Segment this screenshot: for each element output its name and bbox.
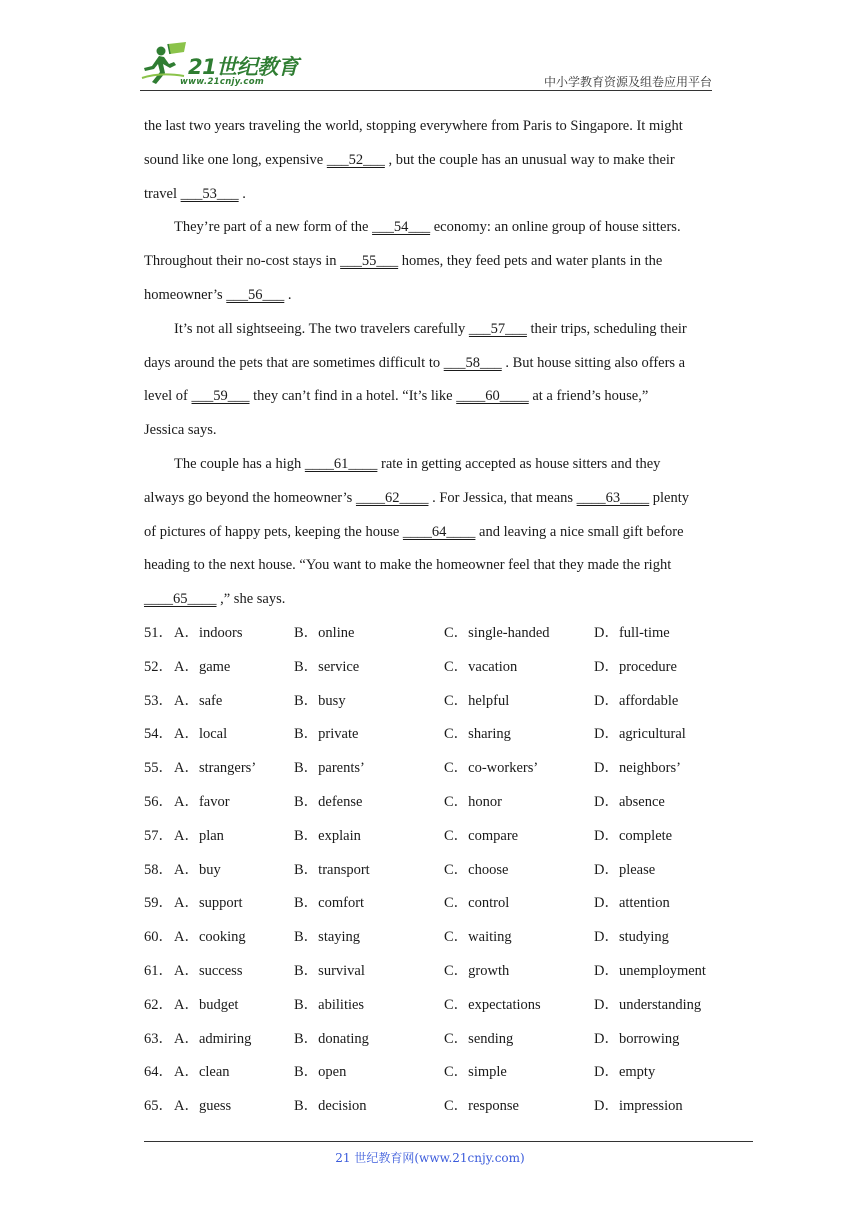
answer-blank: ___59___	[191, 388, 250, 405]
answer-blank: ____63____	[576, 489, 650, 506]
question-number: 55．	[144, 760, 173, 777]
page-header	[140, 40, 712, 90]
header-tagline: 中小学教育资源及组卷应用平台	[543, 75, 712, 89]
option-a[interactable]: A．success	[174, 962, 243, 979]
option-c[interactable]: C．growth	[444, 962, 510, 979]
option-a[interactable]: A．strangers’	[174, 760, 257, 777]
option-b[interactable]: B．parents’	[294, 760, 365, 777]
passage-line	[144, 313, 716, 347]
logo-text: 21世纪教育	[188, 55, 299, 79]
option-a[interactable]: A．support	[174, 895, 243, 912]
question-row	[144, 752, 724, 786]
footer-link[interactable]: 21 世纪教育网(www.21cnjy.com)	[335, 1151, 525, 1165]
option-d[interactable]: D．unemployment	[594, 962, 706, 979]
question-row	[144, 651, 724, 685]
option-b[interactable]: B．open	[294, 1064, 347, 1081]
question-number: 62．	[144, 996, 173, 1013]
option-a[interactable]: A．plan	[174, 827, 224, 844]
question-number: 52．	[144, 658, 173, 675]
footer-divider	[144, 1141, 753, 1142]
option-b[interactable]: B．donating	[294, 1030, 369, 1047]
answer-blank: ____64____	[402, 523, 476, 540]
passage-fragment: heading to the next house. “You want to make the homeowner feel that they made the right	[144, 557, 672, 574]
option-c[interactable]: C．control	[444, 895, 510, 912]
option-d[interactable]: D．understanding	[594, 996, 702, 1013]
passage-fragment: at a friend’s house,”	[528, 388, 649, 405]
question-number: 57．	[144, 827, 173, 844]
option-a[interactable]: A．admiring	[174, 1030, 252, 1047]
question-number: 64．	[144, 1064, 173, 1081]
answer-blank: ___56___	[226, 286, 285, 303]
option-c[interactable]: C．simple	[444, 1064, 507, 1081]
passage-fragment: always go beyond the homeowner’s	[144, 489, 356, 506]
answer-blank: ___57___	[468, 320, 527, 337]
passage-line	[144, 516, 716, 550]
passage-fragment: travel	[144, 185, 181, 202]
answer-blank: ____61____	[304, 455, 378, 472]
option-b[interactable]: B．service	[294, 658, 360, 675]
option-a[interactable]: A．buy	[174, 861, 221, 878]
question-row	[144, 1056, 724, 1090]
option-d[interactable]: D．full-time	[594, 625, 670, 641]
option-c[interactable]: C．sending	[444, 1030, 514, 1047]
option-c[interactable]: C．sharing	[444, 726, 511, 743]
option-d[interactable]: D．procedure	[594, 658, 677, 675]
passage-line	[144, 279, 716, 313]
passage-fragment: Jessica says.	[144, 422, 217, 439]
question-row	[144, 820, 724, 854]
option-a[interactable]: A．favor	[174, 793, 230, 810]
site-logo[interactable]	[140, 40, 310, 90]
passage-fragment: Throughout their no-cost stays in	[144, 253, 341, 270]
passage-fragment: their trips, scheduling their	[526, 320, 687, 337]
passage-line	[144, 347, 716, 381]
option-b[interactable]: B．staying	[294, 929, 361, 946]
question-number: 61．	[144, 962, 173, 979]
option-b[interactable]: B．decision	[294, 1098, 367, 1115]
passage-fragment: The couple has a high	[174, 455, 305, 472]
passage-fragment: homes, they feed pets and water plants in the	[398, 253, 663, 270]
option-d[interactable]: D．complete	[594, 827, 673, 844]
passage-fragment: economy: an online group of house sitters.	[430, 219, 681, 236]
option-a[interactable]: A．safe	[174, 692, 223, 709]
option-b[interactable]: B．explain	[294, 827, 361, 844]
question-row	[144, 685, 724, 719]
option-a[interactable]: A．indoors	[174, 625, 243, 641]
option-b[interactable]: B．comfort	[294, 895, 365, 912]
option-c[interactable]: C．vacation	[444, 658, 518, 675]
logo-url: www.21cnjy.com	[180, 77, 264, 87]
question-row	[144, 921, 724, 955]
passage-fragment: . For Jessica, that means	[428, 489, 577, 506]
question-row	[144, 989, 724, 1023]
option-c[interactable]: C．honor	[444, 793, 502, 810]
option-c[interactable]: C．compare	[444, 827, 519, 844]
option-d[interactable]: D．agricultural	[594, 726, 686, 743]
question-row	[144, 854, 724, 888]
passage-line	[144, 110, 716, 144]
passage-line	[144, 245, 716, 279]
answer-blank: ____60____	[456, 388, 529, 405]
option-d[interactable]: D．empty	[594, 1064, 656, 1081]
option-c[interactable]: C．choose	[444, 861, 509, 878]
option-a[interactable]: A．budget	[174, 996, 239, 1013]
question-number: 65．	[144, 1098, 173, 1115]
question-number: 58．	[144, 861, 173, 878]
answer-blank: ___53___	[180, 185, 239, 202]
question-number: 53．	[144, 692, 173, 709]
question-number: 63．	[144, 1030, 173, 1047]
passage-line	[144, 380, 716, 414]
passage-line	[144, 549, 716, 583]
passage-fragment: the last two years traveling the world, stopping everywhere from Paris to Singapore. It might	[144, 118, 683, 134]
option-a[interactable]: A．clean	[174, 1064, 230, 1081]
answer-blank: ___54___	[372, 219, 431, 236]
option-b[interactable]: B．online	[294, 625, 355, 641]
question-number: 56．	[144, 793, 173, 810]
question-row	[144, 718, 724, 752]
passage-line	[144, 448, 716, 482]
question-row	[144, 786, 724, 820]
question-row	[144, 955, 724, 989]
passage-fragment: plenty	[649, 489, 690, 506]
passage-fragment: rate in getting accepted as house sitters and they	[377, 455, 661, 472]
passage-fragment: of pictures of happy pets, keeping the house	[144, 523, 403, 540]
question-number: 51．	[144, 625, 173, 641]
passage-text	[144, 110, 716, 617]
option-d[interactable]: D．borrowing	[594, 1030, 680, 1047]
passage-line	[144, 414, 716, 448]
passage-line	[144, 482, 716, 516]
answer-blank: ____62____	[355, 489, 429, 506]
passage-fragment: .	[284, 286, 292, 303]
question-row	[144, 617, 724, 651]
option-b[interactable]: B．private	[294, 726, 359, 743]
option-a[interactable]: A．guess	[174, 1098, 232, 1115]
passage-line	[144, 211, 716, 245]
option-d[interactable]: D．impression	[594, 1098, 683, 1115]
answer-blank: ____65____	[144, 591, 217, 608]
passage-fragment: they can’t find in a hotel. “It’s like	[249, 388, 457, 405]
option-b[interactable]: B．busy	[294, 692, 346, 709]
question-row	[144, 887, 724, 921]
option-d[interactable]: D．studying	[594, 929, 669, 946]
option-c[interactable]: C．response	[444, 1098, 519, 1115]
option-c[interactable]: C．helpful	[444, 692, 510, 709]
question-number: 59．	[144, 895, 173, 912]
answer-blank: ___52___	[326, 151, 385, 168]
option-d[interactable]: D．affordable	[594, 692, 679, 709]
passage-fragment: .	[238, 185, 246, 202]
passage-fragment: days around the pets that are sometimes difficult to	[144, 354, 444, 371]
question-number: 60．	[144, 929, 173, 946]
passage-line	[144, 178, 716, 212]
question-row	[144, 1023, 724, 1057]
option-b[interactable]: B．abilities	[294, 996, 365, 1013]
passage-fragment: ,” she says.	[216, 591, 286, 608]
option-b[interactable]: B．survival	[294, 962, 365, 979]
passage-fragment: homeowner’s	[144, 286, 227, 303]
option-a[interactable]: A．cooking	[174, 929, 246, 946]
option-d[interactable]: D．please	[594, 861, 656, 878]
passage-fragment: , but the couple has an unusual way to make their	[384, 151, 675, 168]
option-c[interactable]: C．co-workers’	[444, 760, 539, 777]
passage-line	[144, 583, 716, 617]
option-a[interactable]: A．game	[174, 658, 231, 675]
option-a[interactable]: A．local	[174, 726, 228, 743]
passage-line	[144, 144, 716, 178]
option-b[interactable]: B．defense	[294, 793, 363, 810]
question-row	[144, 1090, 724, 1124]
option-c[interactable]: C．single-handed	[444, 625, 550, 641]
answer-blank: ___55___	[340, 253, 399, 270]
option-d[interactable]: D．neighbors’	[594, 760, 681, 777]
option-b[interactable]: B．transport	[294, 861, 370, 878]
passage-fragment: . But house sitting also offers a	[501, 354, 686, 371]
option-d[interactable]: D．absence	[594, 793, 665, 810]
option-c[interactable]: C．waiting	[444, 929, 512, 946]
options-list	[144, 617, 724, 1124]
answer-blank: ___58___	[443, 354, 502, 371]
passage-fragment: level of	[144, 388, 192, 405]
passage-fragment: It’s not all sightseeing. The two travelers carefully	[174, 320, 469, 337]
question-number: 54．	[144, 726, 173, 743]
option-d[interactable]: D．attention	[594, 895, 670, 912]
option-c[interactable]: C．expectations	[444, 996, 541, 1013]
header-divider	[140, 90, 712, 91]
passage-fragment: They’re part of a new form of the	[174, 219, 373, 236]
passage-fragment: sound like one long, expensive	[144, 151, 327, 168]
passage-fragment: and leaving a nice small gift before	[475, 523, 684, 540]
